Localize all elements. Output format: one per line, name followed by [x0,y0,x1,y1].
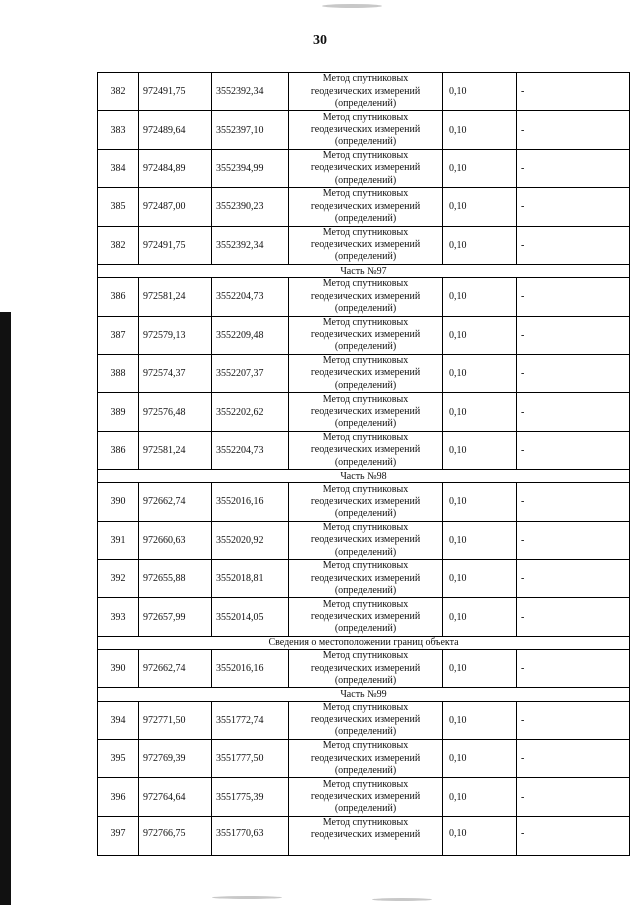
method-line: Метод спутниковых [322,816,409,828]
y-coordinate-cell: 3552209,48 [212,316,289,354]
section-header: Сведения о местоположении границ объекта [98,636,630,649]
table-row [98,149,630,187]
note-cell: - [517,226,630,264]
y-coordinate-cell: 3552397,10 [212,111,289,149]
method-line: Метод спутниковых [322,355,409,367]
precision-cell: 0,10 [443,701,517,739]
precision-cell: 0,10 [443,598,517,636]
method-line: геодезических измерений [310,367,421,379]
x-coordinate-cell: 972771,50 [139,701,212,739]
point-number-cell: 383 [98,111,139,149]
method-cell [289,816,443,855]
page-number: 30 [313,33,327,48]
note-cell: - [517,354,630,392]
point-number-cell: 390 [98,650,139,688]
precision-cell: 0,10 [443,278,517,316]
method-cell [289,740,443,778]
note-cell: - [517,778,630,816]
precision-cell: 0,10 [443,778,517,816]
method-cell [289,560,443,598]
x-coordinate-cell: 972489,64 [139,111,212,149]
method-cell [289,483,443,521]
method-line: Метод спутниковых [322,740,409,752]
x-coordinate-cell: 972487,00 [139,188,212,226]
method-line: геодезических измерений [310,790,421,802]
y-coordinate-cell: 3552020,92 [212,521,289,559]
method-line: Метод спутниковых [322,483,409,495]
point-number-cell: 388 [98,354,139,392]
method-line: (определений) [334,174,397,186]
y-coordinate-cell: 3551772,74 [212,701,289,739]
precision-cell: 0,10 [443,149,517,187]
x-coordinate-cell: 972662,74 [139,650,212,688]
method-line: Метод спутниковых [322,316,409,328]
point-number-cell: 386 [98,431,139,469]
note-cell: - [517,740,630,778]
y-coordinate-cell: 3551777,50 [212,740,289,778]
method-line: (определений) [334,379,397,391]
method-line: (определений) [334,341,397,353]
method-line: геодезических измерений [310,290,421,302]
section-header-row [98,470,630,483]
precision-cell: 0,10 [443,316,517,354]
method-cell [289,73,443,111]
method-line: (определений) [334,726,397,738]
method-line: геодезических измерений [310,239,421,251]
method-line: Метод спутниковых [322,226,409,238]
section-header-row [98,688,630,701]
note-cell: - [517,316,630,354]
method-line: Метод спутниковых [322,650,409,662]
table-row [98,740,630,778]
method-line: (определений) [334,584,397,596]
table-row [98,816,630,855]
y-coordinate-cell: 3552204,73 [212,278,289,316]
method-line: геодезических измерений [310,752,421,764]
method-line: Метод спутниковых [322,598,409,610]
method-line: геодезических измерений [310,329,421,341]
precision-cell: 0,10 [443,650,517,688]
x-coordinate-cell: 972769,39 [139,740,212,778]
scan-speck [322,4,382,8]
note-cell: - [517,701,630,739]
method-line: Метод спутниковых [322,188,409,200]
section-header-row [98,264,630,277]
precision-cell: 0,10 [443,73,517,111]
x-coordinate-cell: 972491,75 [139,73,212,111]
point-number-cell: 391 [98,521,139,559]
x-coordinate-cell: 972657,99 [139,598,212,636]
table-row [98,778,630,816]
note-cell: - [517,483,630,521]
method-cell [289,650,443,688]
table-row [98,73,630,111]
note-cell: - [517,393,630,431]
y-coordinate-cell: 3552016,16 [212,483,289,521]
x-coordinate-cell: 972766,75 [139,816,212,855]
y-coordinate-cell: 3551775,39 [212,778,289,816]
note-cell: - [517,111,630,149]
section-header-row [98,636,630,649]
method-line: геодезических измерений [310,662,421,674]
point-number-cell: 392 [98,560,139,598]
x-coordinate-cell: 972662,74 [139,483,212,521]
y-coordinate-cell: 3552202,62 [212,393,289,431]
x-coordinate-cell: 972655,88 [139,560,212,598]
method-line: (определений) [334,674,397,686]
precision-cell: 0,10 [443,431,517,469]
method-line: (определений) [334,764,397,776]
note-cell: - [517,650,630,688]
method-line: Метод спутниковых [322,150,409,162]
method-line: геодезических измерений [310,200,421,212]
note-cell: - [517,73,630,111]
point-number-cell: 384 [98,149,139,187]
x-coordinate-cell: 972581,24 [139,278,212,316]
method-line: (определений) [334,97,397,109]
method-line: (определений) [334,546,397,558]
note-cell: - [517,521,630,559]
method-cell [289,393,443,431]
method-line: (определений) [334,136,397,148]
precision-cell: 0,10 [443,354,517,392]
precision-cell: 0,10 [443,521,517,559]
point-number-cell: 386 [98,278,139,316]
x-coordinate-cell: 972764,64 [139,778,212,816]
method-line: Метод спутниковых [322,521,409,533]
table-row [98,650,630,688]
y-coordinate-cell: 3552016,16 [212,650,289,688]
precision-cell: 0,10 [443,483,517,521]
y-coordinate-cell: 3552394,99 [212,149,289,187]
point-number-cell: 393 [98,598,139,636]
y-coordinate-cell: 3552392,34 [212,226,289,264]
x-coordinate-cell: 972576,48 [139,393,212,431]
method-line: геодезических измерений [310,162,421,174]
x-coordinate-cell: 972660,63 [139,521,212,559]
method-line: геодезических измерений [310,444,421,456]
y-coordinate-cell: 3552392,34 [212,73,289,111]
x-coordinate-cell: 972484,89 [139,149,212,187]
method-line: геодезических измерений [310,611,421,622]
table-row [98,188,630,226]
table-row [98,354,630,392]
x-coordinate-cell: 972581,24 [139,431,212,469]
precision-cell: 0,10 [443,816,517,855]
method-line: (определений) [334,456,397,468]
table-row [98,316,630,354]
method-line: геодезических измерений [310,123,421,135]
note-cell: - [517,816,630,855]
note-cell: - [517,188,630,226]
method-line: Метод спутниковых [322,111,409,123]
precision-cell: 0,10 [443,111,517,149]
table-row [98,111,630,149]
precision-cell: 0,10 [443,188,517,226]
method-cell [289,701,443,739]
table-row [98,701,630,739]
scan-speck [372,898,432,901]
point-number-cell: 387 [98,316,139,354]
point-number-cell: 395 [98,740,139,778]
point-number-cell: 385 [98,188,139,226]
method-line: (определений) [334,803,397,815]
method-line: геодезических измерений [310,405,421,417]
method-line: Метод спутниковых [322,778,409,790]
method-line: (определений) [334,508,397,520]
method-line: Метод спутниковых [322,393,409,405]
method-line: Метод спутниковых [322,73,409,85]
y-coordinate-cell: 3552204,73 [212,431,289,469]
table-row [98,483,630,521]
method-cell [289,188,443,226]
point-number-cell: 389 [98,393,139,431]
table-row [98,278,630,316]
y-coordinate-cell: 3552018,81 [212,560,289,598]
precision-cell: 0,10 [443,560,517,598]
method-line: Метод спутниковых [322,701,409,713]
point-number-cell: 394 [98,701,139,739]
note-cell: - [517,149,630,187]
method-cell [289,226,443,264]
note-cell: - [517,278,630,316]
point-number-cell: 397 [98,816,139,855]
x-coordinate-cell: 972574,37 [139,354,212,392]
point-number-cell: 396 [98,778,139,816]
method-line: геодезических измерений [310,534,421,546]
method-cell [289,598,443,636]
y-coordinate-cell: 3552207,37 [212,354,289,392]
point-number-cell: 382 [98,73,139,111]
method-line: Метод спутниковых [322,431,409,443]
method-line: (определений) [334,418,397,430]
method-cell [289,149,443,187]
scan-speck [212,896,282,899]
method-line: Метод спутниковых [322,560,409,572]
method-cell [289,521,443,559]
method-line: Метод спутниковых [322,278,409,290]
method-line: геодезических измерений [310,85,421,97]
point-number-cell: 382 [98,226,139,264]
coordinates-table [97,72,630,856]
method-line: (определений) [334,213,397,225]
table-row [98,393,630,431]
section-header: Часть №97 [98,264,630,277]
method-cell [289,111,443,149]
table-row [98,431,630,469]
y-coordinate-cell: 3552014,05 [212,598,289,636]
precision-cell: 0,10 [443,393,517,431]
method-line: геодезических измерений [310,714,421,726]
scan-edge-shadow [0,312,11,905]
method-cell [289,278,443,316]
note-cell: - [517,598,630,636]
precision-cell: 0,10 [443,226,517,264]
method-line: (определений) [334,251,397,263]
note-cell: - [517,431,630,469]
method-cell [289,354,443,392]
method-line: (определений) [334,302,397,314]
method-line: (определений) [334,623,397,635]
x-coordinate-cell: 972491,75 [139,226,212,264]
x-coordinate-cell: 972579,13 [139,316,212,354]
method-line: геодезических измерений [310,495,421,507]
y-coordinate-cell: 3551770,63 [212,816,289,855]
point-number-cell: 390 [98,483,139,521]
table-row [98,226,630,264]
method-cell [289,778,443,816]
precision-cell: 0,10 [443,740,517,778]
method-cell [289,431,443,469]
table-row [98,521,630,559]
section-header: Часть №99 [98,688,630,701]
table-row [98,560,630,598]
table-row [98,598,630,636]
method-cell [289,316,443,354]
method-line: геодезических измерений [310,572,421,584]
section-header: Часть №98 [98,470,630,483]
method-line: геодезических измерений [310,829,421,841]
note-cell: - [517,560,630,598]
y-coordinate-cell: 3552390,23 [212,188,289,226]
